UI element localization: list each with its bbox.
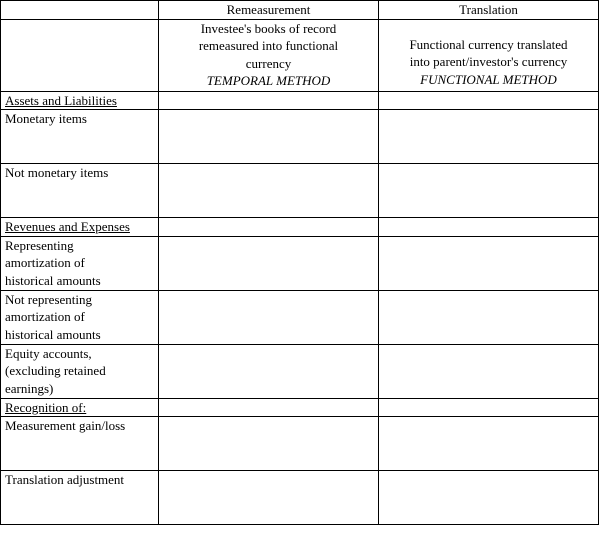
cell-measurement-gain-remeasurement xyxy=(159,417,379,471)
cell-monetary-translation xyxy=(379,110,599,164)
section-assets-liabilities-translation xyxy=(379,91,599,110)
cell-monetary-remeasurement xyxy=(159,110,379,164)
section-recognition-remeasurement xyxy=(159,398,379,417)
cell-equity-translation xyxy=(379,344,599,398)
section-revenues-expenses-remeasurement xyxy=(159,218,379,237)
functional-method-label: FUNCTIONAL METHOD xyxy=(420,71,557,87)
row-label-not-representing-amortization: Not representing amortization of historical amounts xyxy=(1,290,159,344)
row-label-representing-amortization: Representing amortization of historical amounts xyxy=(1,236,159,290)
cell-representing-remeasurement xyxy=(159,236,379,290)
row-label-monetary-items: Monetary items xyxy=(1,110,159,164)
section-revenues-expenses: Revenues and Expenses xyxy=(1,218,159,237)
header-remeasurement: Remeasurement xyxy=(159,1,379,20)
row-label-equity-accounts: Equity accounts, (excluding retained earnings) xyxy=(1,344,159,398)
cell-not-monetary-remeasurement xyxy=(159,164,379,218)
row-label-translation-adjustment: Translation adjustment xyxy=(1,471,159,525)
section-recognition-translation xyxy=(379,398,599,417)
cell-equity-remeasurement xyxy=(159,344,379,398)
cell-representing-translation xyxy=(379,236,599,290)
section-revenues-expenses-translation xyxy=(379,218,599,237)
translation-desc-line-2: into parent/investor's currency xyxy=(409,54,568,70)
row-label-not-monetary-items: Not monetary items xyxy=(1,164,159,218)
cell-not-representing-remeasurement xyxy=(159,290,379,344)
remeasurement-description xyxy=(159,19,379,91)
cell-translation-adjustment-translation xyxy=(379,471,599,525)
cell-not-representing-translation xyxy=(379,290,599,344)
cell-translation-adjustment-remeasurement xyxy=(159,471,379,525)
header-translation: Translation xyxy=(379,1,599,20)
row-label-measurement-gain-loss: Measurement gain/loss xyxy=(1,417,159,471)
section-recognition: Recognition of: xyxy=(1,398,159,417)
section-assets-liabilities-remeasurement xyxy=(159,91,379,110)
remeasurement-desc-line-2: remeasured into functional xyxy=(198,38,339,53)
section-assets-liabilities: Assets and Liabilities xyxy=(1,91,159,110)
translation-description xyxy=(379,19,599,91)
cell-not-monetary-translation xyxy=(379,164,599,218)
header-corner-cell xyxy=(1,1,159,20)
translation-desc-line-1: Functional currency translated xyxy=(409,36,568,52)
remeasurement-desc-line-3: currency xyxy=(245,55,292,71)
remeasurement-desc-line-1: Investee's books of record xyxy=(200,20,337,36)
cell-measurement-gain-translation xyxy=(379,417,599,471)
temporal-method-label: TEMPORAL METHOD xyxy=(206,73,331,88)
description-corner-cell xyxy=(1,19,159,91)
